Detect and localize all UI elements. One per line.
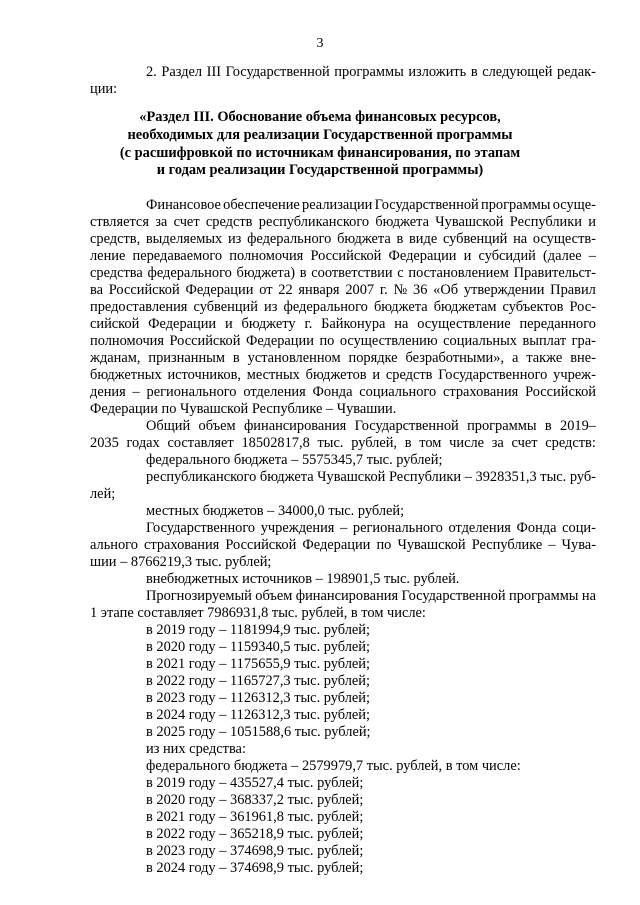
word: программы	[334, 64, 404, 80]
word: 36	[413, 282, 428, 298]
word: Федерации	[245, 333, 314, 349]
body-line: в 2022 году – 365218,9 тыс. рублей;	[146, 826, 364, 842]
word: а	[512, 350, 519, 366]
intro-line: ции:	[90, 81, 118, 97]
word: финансирования	[295, 588, 399, 604]
body-line: Федерации по Чувашской Республике – Чувашии.	[90, 401, 397, 417]
word: соци-	[562, 520, 596, 536]
word: в	[396, 231, 404, 247]
word: выплат	[522, 333, 567, 349]
word: Правил	[550, 282, 596, 298]
word: средств	[385, 367, 433, 383]
word: субъектов	[502, 299, 564, 315]
word: 22	[278, 282, 293, 298]
body-line	[90, 316, 596, 332]
word: полномочия	[90, 333, 164, 349]
word: следующей	[482, 64, 553, 80]
word: Государственной	[401, 588, 506, 604]
word: тыс.	[540, 469, 567, 485]
word: из	[264, 299, 278, 315]
word: бюджету	[241, 316, 296, 332]
word: Республики	[388, 469, 462, 485]
word: Государственного	[438, 367, 548, 383]
word: полномочия	[229, 248, 304, 264]
word: по	[376, 537, 392, 553]
word: бюджетов	[305, 367, 367, 383]
word: от	[259, 282, 273, 298]
word: источников,	[167, 367, 241, 383]
word: программы	[509, 588, 579, 604]
word: программы	[481, 197, 551, 213]
body-line	[90, 384, 596, 400]
word: Федерации	[148, 316, 217, 332]
body-line	[90, 248, 596, 264]
word: по	[319, 333, 335, 349]
word: 2007	[345, 282, 375, 298]
word: и	[463, 248, 472, 264]
word: составляет	[167, 435, 234, 451]
word: выделяемых	[145, 231, 223, 247]
word: Российской	[310, 248, 382, 264]
body-line	[90, 265, 596, 281]
heading-line: и годам реализации Государственной программы)	[156, 162, 484, 178]
word: субвенций	[193, 299, 258, 315]
word: Федерации	[185, 282, 254, 298]
word: Общий	[146, 418, 191, 434]
word: ва	[90, 282, 103, 298]
word: субвенций	[442, 231, 508, 247]
word: Федерации	[388, 248, 457, 264]
word: страхования	[144, 537, 220, 553]
word: бюджета	[373, 299, 428, 315]
body-line: в 2024 году – 1126312,3 тыс. рублей;	[146, 707, 371, 723]
body-line: местных бюджетов – 34000,0 тыс. рублей;	[146, 503, 405, 519]
word: Российской	[108, 282, 180, 298]
word: средств	[205, 214, 253, 230]
page-number: 3	[316, 36, 324, 51]
word: счет	[173, 214, 200, 230]
word: Раздел	[161, 64, 203, 80]
word: том	[419, 435, 442, 451]
body-line: шии – 8766219,3 тыс. рублей;	[90, 554, 272, 570]
body-line: внебюджетных источников – 198901,5 тыс. рублей.	[146, 571, 460, 587]
word: Прогнозируемый	[146, 588, 252, 604]
word: Чува-	[561, 537, 596, 553]
word: отделения	[243, 384, 306, 400]
body-line	[90, 350, 596, 366]
body-line	[146, 520, 596, 536]
word: бюджета	[337, 231, 391, 247]
body-line	[90, 537, 596, 553]
word: бюджета	[375, 214, 430, 230]
body-line: в 2019 году – 435527,4 тыс. рублей;	[146, 775, 364, 791]
word: федерального	[247, 231, 332, 247]
word: редак-	[557, 64, 596, 80]
word: осуществ-	[532, 231, 596, 247]
word: бюджетных	[90, 367, 162, 383]
body-line: в 2021 году – 1175655,9 тыс. рублей;	[146, 656, 371, 672]
word: на	[513, 231, 528, 247]
word: регионального	[352, 520, 443, 536]
word: –	[548, 537, 556, 553]
word: осуществлению	[339, 333, 438, 349]
word: финансирования	[243, 418, 347, 434]
word: Российской	[169, 333, 241, 349]
word: годах	[126, 435, 160, 451]
word: –	[340, 520, 348, 536]
word: из	[227, 231, 242, 247]
word: и	[372, 367, 381, 383]
body-line	[146, 197, 596, 213]
word: отделения	[448, 520, 511, 536]
word: с	[397, 265, 404, 281]
word: Федерации	[302, 537, 371, 553]
word: изложить	[408, 64, 467, 80]
body-line: в 2019 году – 1181994,9 тыс. рублей;	[146, 622, 371, 638]
body-line	[146, 469, 596, 485]
heading-line: необходимых для реализации Государственной программы	[127, 127, 513, 143]
word: учреждения	[260, 520, 335, 536]
word: реализации	[302, 197, 373, 213]
word: января	[298, 282, 340, 298]
word: Республике	[471, 537, 543, 553]
word: дения	[90, 384, 126, 400]
word: федерального	[283, 299, 368, 315]
word: республиканского	[258, 214, 370, 230]
word: переданного	[519, 316, 596, 332]
heading-line: «Раздел III. Обоснование объема финансовых ресурсов,	[139, 109, 501, 125]
body-line	[146, 418, 596, 434]
word: Государственной	[374, 197, 479, 213]
body-line	[90, 231, 596, 247]
word: средства	[90, 265, 143, 281]
word: федерального	[147, 265, 232, 281]
word: 3928351,3	[475, 469, 537, 485]
word: Российской	[525, 384, 596, 400]
word: Государственного	[146, 520, 256, 536]
word: –	[132, 384, 140, 400]
word: –	[464, 469, 472, 485]
body-line: в 2025 году – 1051588,6 тыс. рублей;	[146, 724, 371, 740]
word: субсидий	[478, 248, 536, 264]
word: Правительст-	[513, 265, 596, 281]
word: местных	[246, 367, 300, 383]
body-line	[90, 299, 596, 315]
word: постановлением	[408, 265, 509, 281]
word: руб-	[569, 469, 596, 485]
word: в	[470, 64, 478, 80]
word: рублей,	[351, 435, 398, 451]
word: виде	[409, 231, 438, 247]
word: бюджета	[259, 469, 314, 485]
body-line: из них средства:	[146, 741, 246, 757]
body-line: в 2024 году – 374698,9 тыс. рублей;	[146, 860, 364, 876]
word: Чувашской	[317, 469, 386, 485]
word: и	[588, 214, 596, 230]
word: и	[224, 316, 233, 332]
word: Чувашской	[397, 537, 466, 553]
body-line: в 2022 году – 1165727,3 тыс. рублей;	[146, 673, 371, 689]
word: порядке	[348, 350, 398, 366]
word: «Об	[433, 282, 459, 298]
body-line	[90, 214, 596, 230]
word: страхования	[442, 384, 519, 400]
word: на	[581, 588, 596, 604]
body-line: 1 этапе составляет 7986931,8 тыс. рублей, в том числе:	[90, 605, 426, 621]
word: предоставления	[90, 299, 188, 315]
word: Республики	[509, 214, 582, 230]
word: ствляется	[90, 214, 149, 230]
word: г.	[379, 282, 388, 298]
word: ального	[90, 537, 138, 553]
word: Российской	[225, 537, 297, 553]
word: гра-	[571, 333, 596, 349]
body-line: в 2021 году – 361961,8 тыс. рублей;	[146, 809, 364, 825]
word: Государственной	[354, 418, 459, 434]
word: социального	[359, 384, 437, 400]
word: за	[491, 435, 504, 451]
word: –	[588, 248, 596, 264]
word: бюджета)	[236, 265, 295, 281]
body-line	[90, 435, 596, 451]
body-line: лей;	[90, 486, 116, 502]
word: (далее	[543, 248, 582, 264]
word: г.	[304, 316, 313, 332]
word: передаваемого	[132, 248, 223, 264]
word: программы	[467, 418, 537, 434]
word: Финансовое	[146, 197, 221, 213]
word: соответствии	[311, 265, 393, 281]
word: объем	[255, 588, 293, 604]
word: сийской	[90, 316, 140, 332]
word: за	[155, 214, 168, 230]
body-line: федерального бюджета – 2579979,7 тыс. рублей, в том числе:	[146, 758, 521, 774]
word: III	[206, 64, 222, 80]
body-line: федерального бюджета – 5575345,7 тыс. рублей;	[146, 452, 443, 468]
word: установленном	[247, 350, 341, 366]
body-line	[90, 367, 596, 383]
word: Государственной	[225, 64, 330, 80]
word: ление	[90, 248, 126, 264]
word: тыс.	[317, 435, 344, 451]
word: Фонда	[312, 384, 353, 400]
word: 2035	[90, 435, 119, 451]
word: средств,	[90, 231, 141, 247]
word: осуще-	[552, 197, 596, 213]
body-line	[90, 282, 596, 298]
heading-line: (с расшифровкой по источникам финансирования, по этапам	[119, 145, 521, 161]
word: в	[544, 418, 552, 434]
word: учреж-	[553, 367, 596, 383]
word: Байконура	[321, 316, 386, 332]
word: безработными»,	[405, 350, 505, 366]
word: 2019–	[560, 418, 596, 434]
word: утверждении	[463, 282, 545, 298]
word: средств:	[545, 435, 596, 451]
word: регионального	[146, 384, 237, 400]
body-line	[90, 333, 596, 349]
word: также	[526, 350, 563, 366]
word: 18502817,8	[241, 435, 310, 451]
word: Фонда	[516, 520, 557, 536]
word: №	[393, 282, 408, 298]
intro-line	[146, 64, 596, 80]
body-line	[146, 588, 596, 604]
word: Рос-	[569, 299, 596, 315]
word: в	[404, 435, 412, 451]
word: признанным	[148, 350, 225, 366]
word: 2.	[146, 64, 157, 80]
word: счет	[511, 435, 538, 451]
word: бюджетам	[433, 299, 497, 315]
word: вне-	[570, 350, 596, 366]
word: республиканского	[146, 469, 257, 485]
body-line: в 2023 году – 1126312,3 тыс. рублей;	[146, 690, 371, 706]
word: осуществление	[417, 316, 511, 332]
body-line: в 2023 году – 374698,9 тыс. рублей;	[146, 843, 364, 859]
word: числе	[449, 435, 485, 451]
word: обеспечение	[223, 197, 300, 213]
word: социальных	[443, 333, 517, 349]
word: в	[232, 350, 240, 366]
word: в	[299, 265, 307, 281]
word: Чувашской	[435, 214, 504, 230]
body-line: в 2020 году – 1159340,5 тыс. рублей;	[146, 639, 371, 655]
word: на	[394, 316, 409, 332]
word: объем	[198, 418, 236, 434]
word: жданам,	[90, 350, 141, 366]
body-line: в 2020 году – 368337,2 тыс. рублей;	[146, 792, 364, 808]
